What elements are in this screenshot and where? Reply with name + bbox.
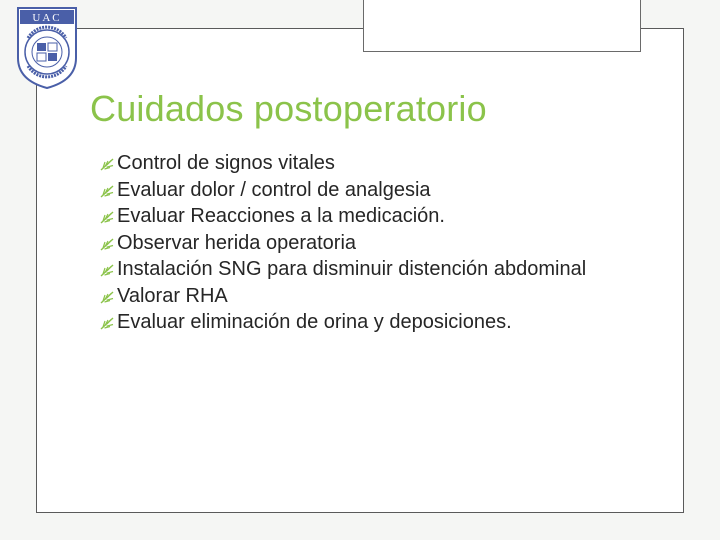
bullet-text: Evaluar dolor / control de analgesia	[117, 178, 431, 201]
feather-fan-icon	[100, 264, 115, 277]
feather-fan-icon	[100, 211, 115, 224]
bullet-text: Observar herida operatoria	[117, 231, 357, 254]
bullet-text: Valorar RHA	[117, 284, 228, 307]
feather-fan-icon	[100, 238, 115, 251]
bullet-text: Evaluar Reacciones a la medicación.	[117, 205, 445, 227]
university-logo	[16, 6, 78, 90]
bullet-item	[100, 177, 610, 204]
logo-text: UAC	[32, 12, 62, 24]
bullet-text: Evaluar eliminación de orina y deposiciones.	[117, 311, 512, 333]
decorative-frame	[363, 0, 641, 52]
bullet-text: Instalación SNG para disminuir distención abdominal	[117, 258, 587, 280]
bullet-list	[100, 150, 610, 336]
feather-fan-icon	[100, 158, 115, 171]
feather-fan-icon	[100, 317, 115, 330]
feather-fan-icon	[100, 291, 115, 304]
slide-title: Cuidados postoperatorio	[90, 88, 487, 129]
feather-fan-icon	[100, 185, 115, 198]
bullet-item	[100, 309, 610, 336]
bullet-item	[100, 283, 610, 310]
bullet-item	[100, 230, 610, 257]
bullet-item	[100, 150, 610, 177]
bullet-text: Control de signos vitales	[117, 152, 335, 174]
bullet-item	[100, 203, 610, 230]
bullet-item	[100, 256, 610, 283]
